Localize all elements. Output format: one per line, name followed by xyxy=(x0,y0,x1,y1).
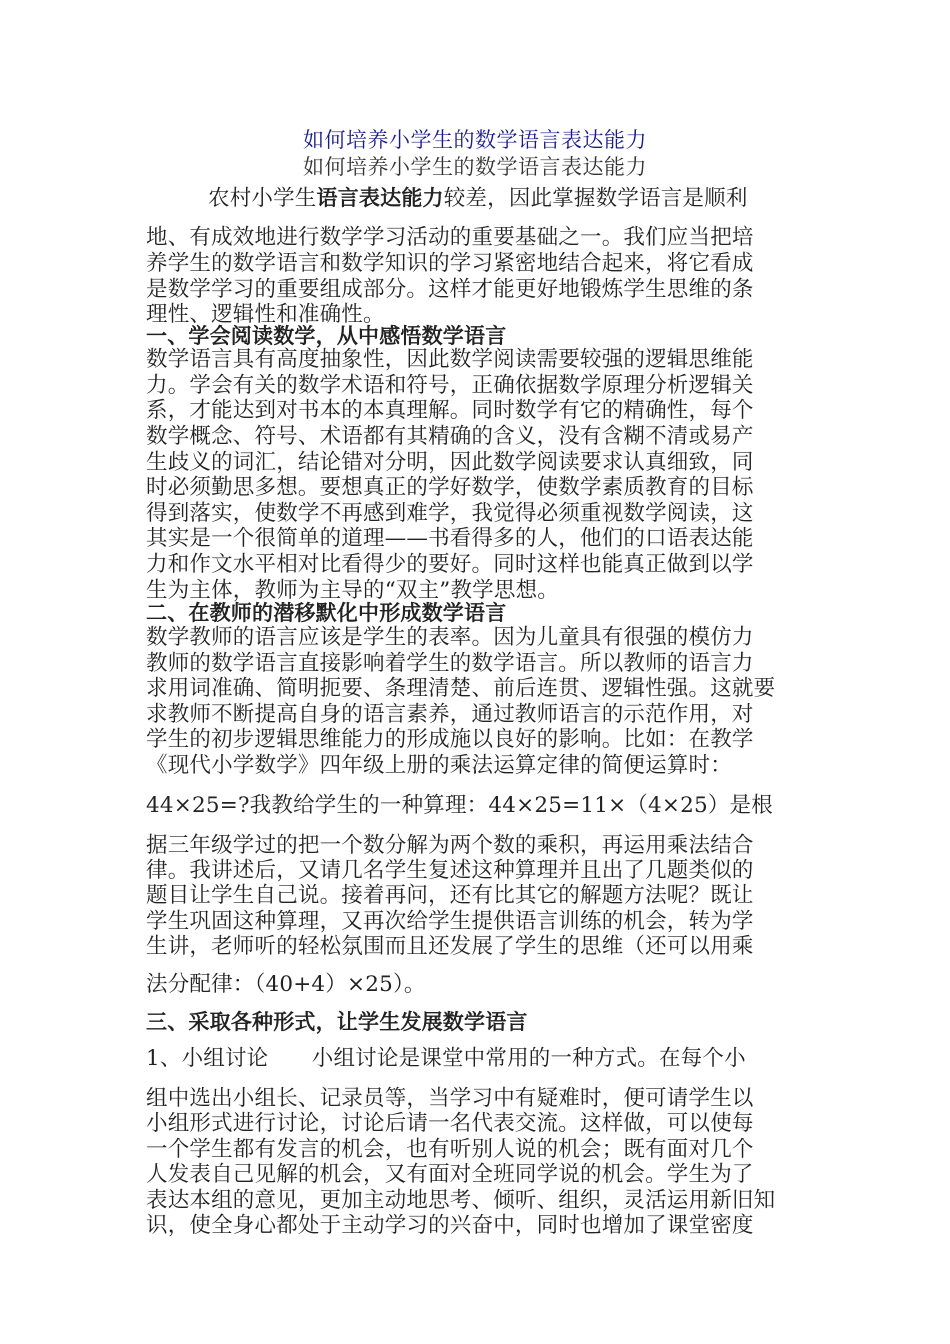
body-line: 力和作文水平相对比看得少的要好。同时这样也能真正做到以学 xyxy=(146,552,754,577)
body-line: 时必须勤思多想。要想真正的学好数学，使数学素质教育的目标 xyxy=(146,475,754,500)
body-line: 得到落实，使数学不再感到难学，我觉得必须重视数学阅读，这 xyxy=(146,501,754,526)
body-line: 表达本组的意见，更加主动地思考、倾听、组织，灵活运用新旧知 xyxy=(146,1188,776,1213)
document-subtitle: 如何培养小学生的数学语言表达能力 xyxy=(303,155,647,179)
body-line: 《现代小学数学》四年级上册的乘法运算定律的简便运算时： xyxy=(146,753,732,778)
body-line: 地、有成效地进行数学学习活动的重要基础之一。我们应当把培 xyxy=(146,225,754,250)
body-line: 系，才能达到对书本的本真理解。同时数学有它的精确性，每个 xyxy=(146,398,754,423)
body-line: 数学语言具有高度抽象性，因此数学阅读需要较强的逻辑思维能 xyxy=(146,347,754,372)
body-line: 律。我讲述后，又请几名学生复述这种算理并且出了几题类似的 xyxy=(146,858,754,883)
body-line: 1、小组讨论 小组讨论是课堂中常用的一种方式。在每个小 xyxy=(146,1046,746,1071)
body-line: 学生巩固这种算理，又再次给学生提供语言训练的机会，转为学 xyxy=(146,909,754,934)
body-line: 力。学会有关的数学术语和符号，正确依据数学原理分析逻辑关 xyxy=(146,373,754,398)
section-heading-3: 三、采取各种形式，让学生发展数学语言 xyxy=(146,1010,528,1034)
body-line: 法分配律：（40+4）×25）。 xyxy=(146,972,426,997)
section-heading-1: 一、学会阅读数学，从中感悟数学语言 xyxy=(146,324,507,348)
body-line: 教师的数学语言直接影响着学生的数学语言。所以教师的语言力 xyxy=(146,651,754,676)
intro-emphasis: 语言表达能力 xyxy=(316,186,444,210)
body-line-formula: 44×25=?我教给学生的一种算理：44×25=11×（4×25）是根 xyxy=(146,793,773,818)
body-line: 生讲，老师听的轻松氛围而且还发展了学生的思维（还可以用乘 xyxy=(146,934,754,959)
body-line: 题目让学生自己说。接着再问，还有比其它的解题方法呢？既让 xyxy=(146,883,754,908)
body-line: 生歧义的词汇，结论错对分明，因此数学阅读要求认真细致，同 xyxy=(146,450,754,475)
body-line: 学生的初步逻辑思维能力的形成施以良好的影响。比如：在教学 xyxy=(146,727,754,752)
document-title: 如何培养小学生的数学语言表达能力 xyxy=(303,128,647,152)
body-line: 人发表自己见解的机会，又有面对全班同学说的机会。学生为了 xyxy=(146,1162,754,1187)
body-line: 求用词准确、简明扼要、条理清楚、前后连贯、逻辑性强。这就要 xyxy=(146,676,776,701)
body-line: 识，使全身心都处于主动学习的兴奋中，同时也增加了课堂密度 xyxy=(146,1213,754,1238)
body-line: 养学生的数学语言和数学知识的学习紧密地结合起来，将它看成 xyxy=(146,251,754,276)
section-heading-2: 二、在教师的潜移默化中形成数学语言 xyxy=(146,601,507,625)
intro-text-after: 较差，因此掌握数学语言是顺利 xyxy=(443,186,748,211)
body-line: 小组形式进行讨论，讨论后请一名代表交流。这样做，可以使每 xyxy=(146,1111,754,1136)
body-line: 其实是一个很简单的道理——书看得多的人，他们的口语表达能 xyxy=(146,526,754,551)
intro-text-before: 农村小学生 xyxy=(208,186,317,211)
intro-paragraph-first-line xyxy=(208,185,808,212)
body-line: 求教师不断提高自身的语言素养，通过教师语言的示范作用，对 xyxy=(146,702,754,727)
body-line: 生为主体，教师为主导的“双主”教学思想。 xyxy=(146,578,559,603)
body-line: 一个学生都有发言的机会，也有听别人说的机会；既有面对几个 xyxy=(146,1137,754,1162)
body-line: 数学教师的语言应该是学生的表率。因为儿童具有很强的模仿力 xyxy=(146,625,754,650)
body-line: 是数学学习的重要组成部分。这样才能更好地锻炼学生思维的条 xyxy=(146,277,754,302)
body-line: 组中选出小组长、记录员等，当学习中有疑难时，便可请学生以 xyxy=(146,1086,754,1111)
body-line: 据三年级学过的把一个数分解为两个数的乘积，再运用乘法结合 xyxy=(146,833,754,858)
body-line: 理性、逻辑性和准确性。 xyxy=(146,302,385,327)
body-line: 数学概念、符号、术语都有其精确的含义，没有含糊不清或易产 xyxy=(146,424,754,449)
